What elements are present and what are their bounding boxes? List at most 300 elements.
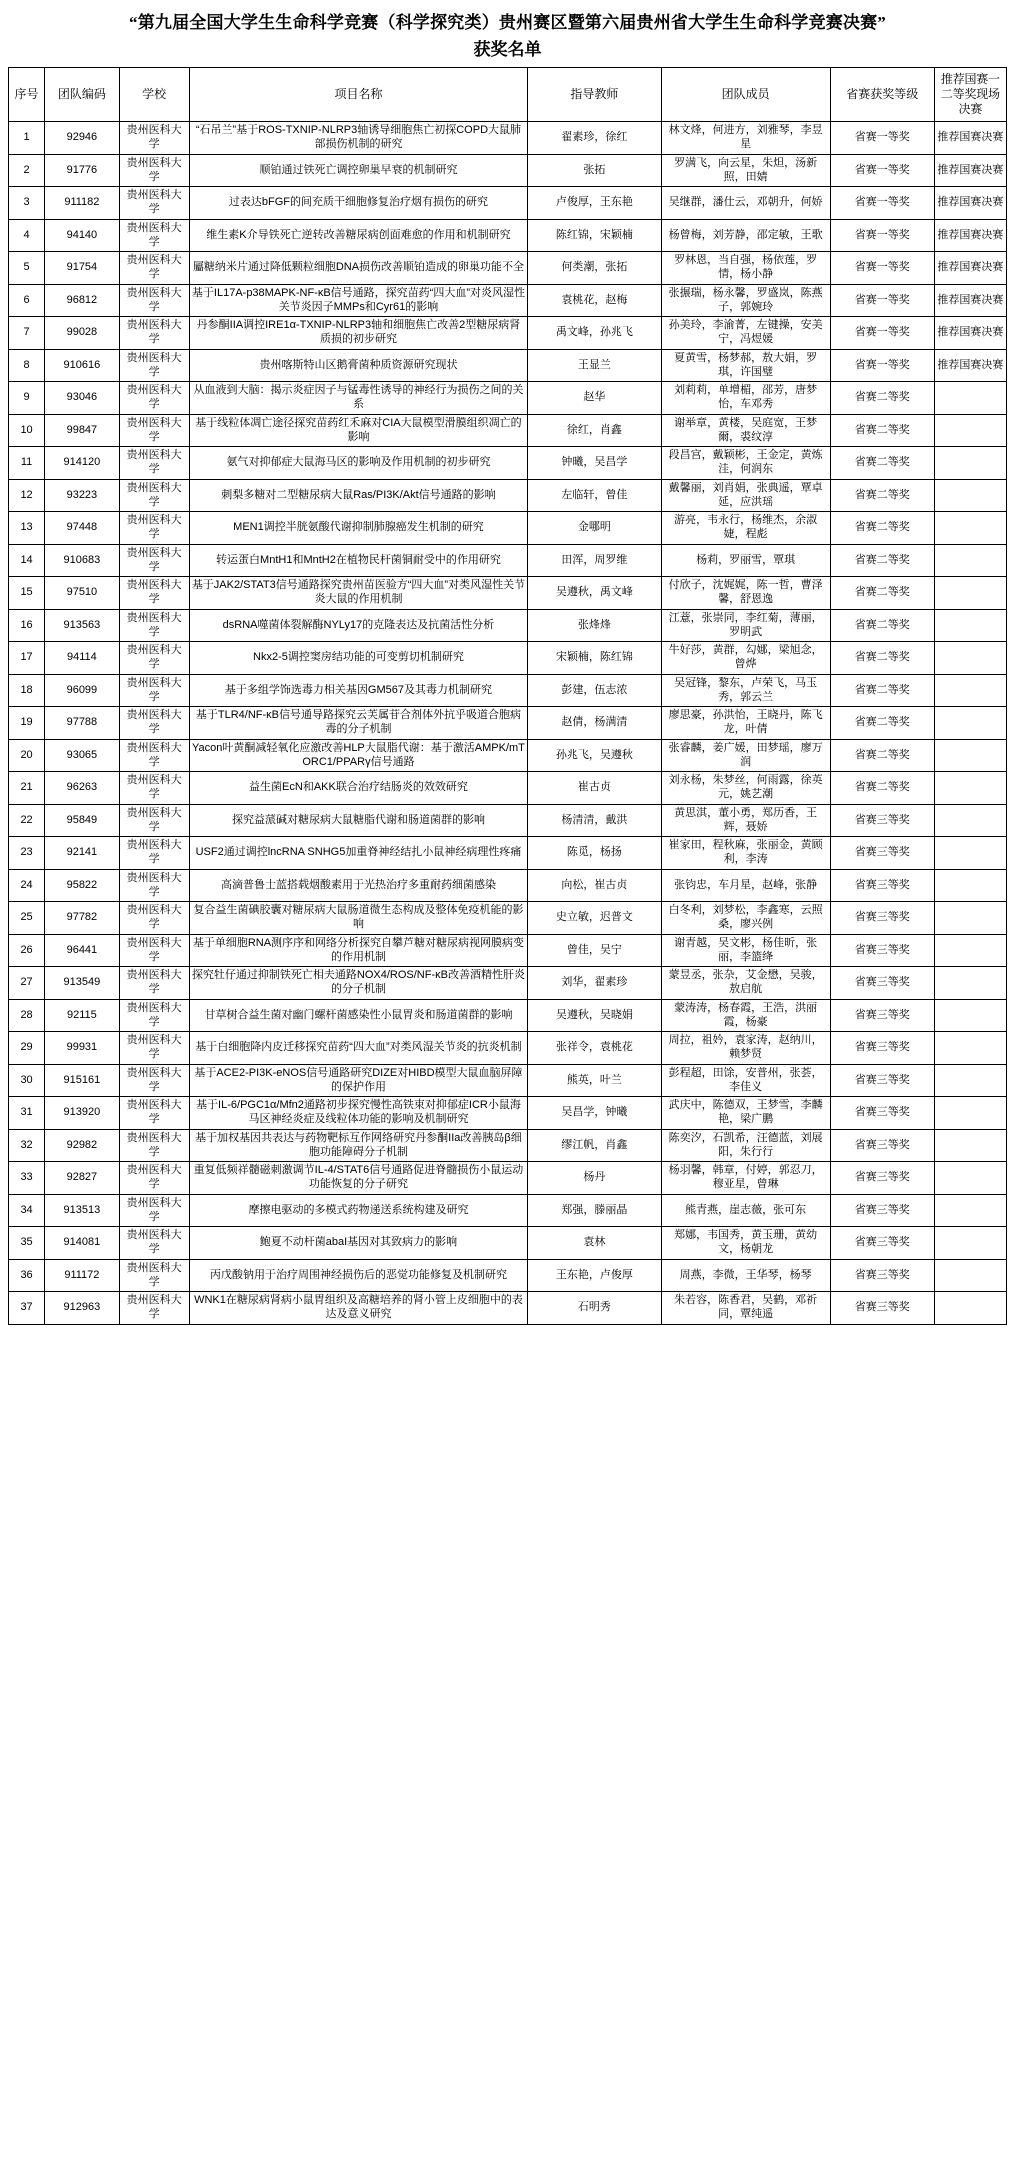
cell-team-code: 915161	[45, 1064, 120, 1097]
cell-award-level: 省赛三等奖	[830, 804, 934, 837]
cell-project: 顺铂通过铁死亡调控卵巢早衰的机制研究	[189, 154, 528, 187]
table-row	[9, 967, 1007, 1000]
cell-school: 贵州医科大学	[119, 252, 189, 285]
cell-members: 朱若容，陈香君，吴鹤，邓祈同，覃纯遥	[661, 1292, 830, 1325]
table-row	[9, 1097, 1007, 1130]
cell-index: 2	[9, 154, 45, 187]
table-row	[9, 1292, 1007, 1325]
cell-index: 11	[9, 447, 45, 480]
cell-members: 林文烽，何进方，刘雅琴，李昱星	[661, 122, 830, 155]
cell-school: 贵州医科大学	[119, 707, 189, 740]
cell-award-level: 省赛一等奖	[830, 122, 934, 155]
cell-members: 蒙涛涛，杨春霞，王浩，洪丽霞，杨豪	[661, 999, 830, 1032]
cell-recommendation	[934, 804, 1006, 837]
cell-school: 贵州医科大学	[119, 739, 189, 772]
table-row	[9, 902, 1007, 935]
cell-recommendation	[934, 1227, 1006, 1260]
cell-team-code: 92141	[45, 837, 120, 870]
cell-school: 贵州医科大学	[119, 1292, 189, 1325]
cell-project: 基于IL17A-p38MAPK-NF-κB信号通路，探究苗药“四大血”对炎风湿性关节炎因子MMPs和Cyr61的影响	[189, 284, 528, 317]
column-header-award-level: 省赛获奖等级	[830, 68, 934, 122]
cell-teacher: 孙兆飞，吴遵秋	[528, 739, 661, 772]
cell-recommendation	[934, 707, 1006, 740]
cell-project: 探究益蒎碱对糖尿病大鼠糖脂代谢和肠道菌群的影响	[189, 804, 528, 837]
cell-team-code: 910616	[45, 349, 120, 382]
cell-members: 孙美玲，李渝菁，左键操，安美宁，冯煜媛	[661, 317, 830, 350]
cell-members: 江薏，张崇同，李红菊，薄丽，罗明武	[661, 609, 830, 642]
cell-recommendation: 推荐国赛决赛	[934, 284, 1006, 317]
cell-school: 贵州医科大学	[119, 642, 189, 675]
table-row	[9, 739, 1007, 772]
cell-recommendation	[934, 512, 1006, 545]
table-row	[9, 707, 1007, 740]
table-row	[9, 382, 1007, 415]
cell-project: 从血液到大脑：揭示炎症因子与锰毒性诱导的神经行为损伤之间的关系	[189, 382, 528, 415]
cell-recommendation	[934, 544, 1006, 577]
cell-project: USF2通过调控lncRNA SNHG5加重脊神经结扎小鼠神经病理性疼痛	[189, 837, 528, 870]
cell-teacher: 何类潮，张拓	[528, 252, 661, 285]
cell-school: 贵州医科大学	[119, 1064, 189, 1097]
cell-teacher: 左临轩，曾佳	[528, 479, 661, 512]
table-row	[9, 642, 1007, 675]
cell-index: 20	[9, 739, 45, 772]
cell-project: 甘草树合益生菌对幽门螺杆菌感染性小鼠胃炎和肠道菌群的影响	[189, 999, 528, 1032]
table-row	[9, 804, 1007, 837]
cell-members: 牛好莎，黄群，勾娜，梁旭念，曾烨	[661, 642, 830, 675]
cell-recommendation	[934, 1292, 1006, 1325]
cell-index: 21	[9, 772, 45, 805]
column-header-members: 团队成员	[661, 68, 830, 122]
table-header-row	[9, 68, 1007, 122]
cell-school: 贵州医科大学	[119, 349, 189, 382]
table-row	[9, 414, 1007, 447]
cell-award-level: 省赛三等奖	[830, 1097, 934, 1130]
table-row	[9, 317, 1007, 350]
cell-members: 戴馨丽，刘肖娟，张典遥，覃卓延，应洪瑶	[661, 479, 830, 512]
column-header-recommendation: 推荐国赛一二等奖现场决赛	[934, 68, 1006, 122]
cell-project: 基于白细胞降内皮迁移探究苗药“四大血”对类风湿关节炎的抗炎机制	[189, 1032, 528, 1065]
cell-members: 谢举章，黄楼，吴庭宽，王梦爾，裘纹淳	[661, 414, 830, 447]
cell-recommendation	[934, 902, 1006, 935]
cell-award-level: 省赛二等奖	[830, 382, 934, 415]
cell-members: 吴继群，潘仕云，邓朝升，何娇	[661, 187, 830, 220]
cell-recommendation	[934, 1194, 1006, 1227]
cell-index: 36	[9, 1259, 45, 1292]
cell-index: 14	[9, 544, 45, 577]
cell-members: 杨莉，罗丽雪，覃琪	[661, 544, 830, 577]
cell-members: 罗林恩，当自强，杨依莲，罗情，杨小静	[661, 252, 830, 285]
cell-project: Nkx2-5调控窦房结功能的可变剪切机制研究	[189, 642, 528, 675]
cell-teacher: 向松，崔古贞	[528, 869, 661, 902]
cell-index: 9	[9, 382, 45, 415]
cell-school: 贵州医科大学	[119, 1032, 189, 1065]
column-header-teacher: 指导教师	[528, 68, 661, 122]
cell-school: 贵州医科大学	[119, 967, 189, 1000]
cell-recommendation	[934, 772, 1006, 805]
cell-index: 7	[9, 317, 45, 350]
cell-teacher: 杨清清，戴洪	[528, 804, 661, 837]
cell-members: 郑娜，韦国秀，黄玉珊，黄幼文，杨朝龙	[661, 1227, 830, 1260]
cell-teacher: 曾佳，吴宁	[528, 934, 661, 967]
cell-teacher: 缪江帆，肖鑫	[528, 1129, 661, 1162]
cell-project: “石吊兰”基于ROS-TXNIP-NLRP3轴诱导细胞焦亡初探COPD大鼠肺部损伤机制的研究	[189, 122, 528, 155]
cell-recommendation: 推荐国赛决赛	[934, 187, 1006, 220]
cell-recommendation	[934, 479, 1006, 512]
cell-index: 4	[9, 219, 45, 252]
cell-school: 贵州医科大学	[119, 577, 189, 610]
column-header-school: 学校	[119, 68, 189, 122]
cell-award-level: 省赛三等奖	[830, 1064, 934, 1097]
cell-recommendation	[934, 1259, 1006, 1292]
cell-award-level: 省赛二等奖	[830, 674, 934, 707]
cell-teacher: 张拓	[528, 154, 661, 187]
cell-school: 贵州医科大学	[119, 122, 189, 155]
cell-project: 贵州喀斯特山区鹅膏菌种质资源研究现状	[189, 349, 528, 382]
cell-members: 夏黄雪，杨梦郝，敖大娟，罗琪，许国璧	[661, 349, 830, 382]
cell-team-code: 913513	[45, 1194, 120, 1227]
cell-award-level: 省赛一等奖	[830, 219, 934, 252]
cell-teacher: 刘华，翟素珍	[528, 967, 661, 1000]
cell-teacher: 赵华	[528, 382, 661, 415]
table-row	[9, 284, 1007, 317]
cell-members: 杨羽馨，韩章，付婷，郭忍刀，穆亚星，曾琳	[661, 1162, 830, 1195]
table-row	[9, 1064, 1007, 1097]
cell-recommendation	[934, 1064, 1006, 1097]
cell-teacher: 张祥令，袁桃花	[528, 1032, 661, 1065]
cell-school: 贵州医科大学	[119, 512, 189, 545]
cell-project: 基于线粒体凋亡途径探究苗药红禾麻对CIA大鼠模型滑膜组织凋亡的影响	[189, 414, 528, 447]
table-row	[9, 252, 1007, 285]
cell-school: 贵州医科大学	[119, 544, 189, 577]
cell-team-code: 92115	[45, 999, 120, 1032]
cell-index: 27	[9, 967, 45, 1000]
table-row	[9, 999, 1007, 1032]
table-row	[9, 609, 1007, 642]
cell-members: 周拉，祖妗，袁家涛，赵纳川，赖梦贤	[661, 1032, 830, 1065]
cell-school: 贵州医科大学	[119, 219, 189, 252]
cell-project: 益生菌EcN和AKK联合治疗结肠炎的效效研究	[189, 772, 528, 805]
cell-school: 贵州医科大学	[119, 382, 189, 415]
award-table	[8, 67, 1007, 1325]
cell-school: 贵州医科大学	[119, 479, 189, 512]
cell-index: 17	[9, 642, 45, 675]
cell-index: 18	[9, 674, 45, 707]
cell-teacher: 吴遵秋，吴晓娟	[528, 999, 661, 1032]
cell-project: 基于多组学饰选毒力相关基因GM567及其毒力机制研究	[189, 674, 528, 707]
cell-members: 张钧忠，车月星，赵峰，张静	[661, 869, 830, 902]
cell-school: 贵州医科大学	[119, 414, 189, 447]
cell-index: 12	[9, 479, 45, 512]
cell-team-code: 914120	[45, 447, 120, 480]
cell-recommendation	[934, 739, 1006, 772]
cell-award-level: 省赛二等奖	[830, 739, 934, 772]
cell-teacher: 袁林	[528, 1227, 661, 1260]
cell-recommendation	[934, 577, 1006, 610]
cell-school: 贵州医科大学	[119, 317, 189, 350]
cell-project: 维生素K介导铁死亡逆转改善糖尿病创面难愈的作用和机制研究	[189, 219, 528, 252]
cell-award-level: 省赛二等奖	[830, 577, 934, 610]
cell-project: WNK1在糖尿病肾病小鼠胃组织及高糖培养的肾小管上皮细胞中的表达及意义研究	[189, 1292, 528, 1325]
cell-members: 白冬利，刘梦松，李鑫寒，云照桑，廖兴例	[661, 902, 830, 935]
cell-recommendation: 推荐国赛决赛	[934, 252, 1006, 285]
cell-team-code: 96812	[45, 284, 120, 317]
cell-index: 10	[9, 414, 45, 447]
cell-index: 22	[9, 804, 45, 837]
cell-members: 罗满飞，向云星，朱炟，汤新照，田婧	[661, 154, 830, 187]
cell-school: 贵州医科大学	[119, 1227, 189, 1260]
cell-teacher: 王显兰	[528, 349, 661, 382]
cell-teacher: 钟曦，吴昌学	[528, 447, 661, 480]
cell-teacher: 吴遵秋，禹文峰	[528, 577, 661, 610]
cell-teacher: 赵倩，杨满清	[528, 707, 661, 740]
cell-team-code: 97782	[45, 902, 120, 935]
cell-award-level: 省赛一等奖	[830, 252, 934, 285]
table-row	[9, 1162, 1007, 1195]
cell-award-level: 省赛三等奖	[830, 1194, 934, 1227]
cell-index: 15	[9, 577, 45, 610]
table-row	[9, 772, 1007, 805]
cell-recommendation	[934, 382, 1006, 415]
cell-recommendation	[934, 674, 1006, 707]
cell-project: 基于ACE2-PI3K-eNOS信号通路研究DIZE对HIBD模型大鼠血脑屏障的保护作用	[189, 1064, 528, 1097]
cell-team-code: 913549	[45, 967, 120, 1000]
cell-teacher: 崔古贞	[528, 772, 661, 805]
cell-school: 贵州医科大学	[119, 1194, 189, 1227]
cell-project: 重复低频祥髓磁刺激调节IL-4/STAT6信号通路促进脊髓损伤小鼠运动功能恢复的分子研究	[189, 1162, 528, 1195]
cell-index: 5	[9, 252, 45, 285]
cell-index: 32	[9, 1129, 45, 1162]
cell-project: MEN1调控半胱氨酸代谢抑制肺腺癌发生机制的研究	[189, 512, 528, 545]
cell-project: 刺梨多糖对二型糖尿病大鼠Ras/PI3K/Akt信号通路的影响	[189, 479, 528, 512]
cell-project: 基于JAK2/STAT3信号通路探究贵州苗医验方“四大血”对类风湿性关节炎大鼠的作用机制	[189, 577, 528, 610]
cell-recommendation: 推荐国赛决赛	[934, 122, 1006, 155]
cell-project: 鲍夏不动杆菌abaI基因对其致病力的影响	[189, 1227, 528, 1260]
cell-award-level: 省赛三等奖	[830, 934, 934, 967]
cell-award-level: 省赛三等奖	[830, 1259, 934, 1292]
cell-members: 周燕，李微，王华琴，杨琴	[661, 1259, 830, 1292]
cell-school: 贵州医科大学	[119, 804, 189, 837]
cell-team-code: 97510	[45, 577, 120, 610]
table-row	[9, 122, 1007, 155]
cell-members: 游亮，韦永行，杨维杰，余淑婕，程彪	[661, 512, 830, 545]
cell-award-level: 省赛二等奖	[830, 707, 934, 740]
cell-teacher: 翟素珍，徐红	[528, 122, 661, 155]
cell-school: 贵州医科大学	[119, 154, 189, 187]
cell-teacher: 卢俊厚，王东艳	[528, 187, 661, 220]
table-row	[9, 219, 1007, 252]
cell-recommendation	[934, 1162, 1006, 1195]
cell-project: 丙戊酸钠用于治疗周围神经损伤后的恶觉功能修复及机制研究	[189, 1259, 528, 1292]
cell-teacher: 徐红，肖鑫	[528, 414, 661, 447]
cell-recommendation: 推荐国赛决赛	[934, 349, 1006, 382]
cell-recommendation	[934, 967, 1006, 1000]
cell-members: 熊青燕，崖志薇，张可东	[661, 1194, 830, 1227]
cell-team-code: 93223	[45, 479, 120, 512]
cell-school: 贵州医科大学	[119, 187, 189, 220]
cell-team-code: 99847	[45, 414, 120, 447]
table-row	[9, 837, 1007, 870]
cell-teacher: 杨丹	[528, 1162, 661, 1195]
cell-members: 吴冠锋，黎东，卢荣飞，马玉秀，郭云兰	[661, 674, 830, 707]
cell-award-level: 省赛二等奖	[830, 512, 934, 545]
cell-recommendation	[934, 1097, 1006, 1130]
cell-index: 31	[9, 1097, 45, 1130]
cell-team-code: 97788	[45, 707, 120, 740]
cell-school: 贵州医科大学	[119, 674, 189, 707]
cell-award-level: 省赛一等奖	[830, 317, 934, 350]
table-row	[9, 512, 1007, 545]
cell-members: 付欣子，沈娓娓，陈一哲，曹泽馨，舒恩逸	[661, 577, 830, 610]
cell-teacher: 金哪明	[528, 512, 661, 545]
cell-team-code: 913920	[45, 1097, 120, 1130]
cell-teacher: 陈觅，杨扬	[528, 837, 661, 870]
cell-team-code: 913563	[45, 609, 120, 642]
table-row	[9, 577, 1007, 610]
cell-school: 贵州医科大学	[119, 609, 189, 642]
cell-members: 崔家田，程秋麻，张丽金，黄顾利，李涛	[661, 837, 830, 870]
column-header-index: 序号	[9, 68, 45, 122]
cell-index: 25	[9, 902, 45, 935]
table-row	[9, 1129, 1007, 1162]
cell-project: 屬糖纳米片通过降低颗粒细胞DNA损伤改善顺铂造成的卵巢功能不全	[189, 252, 528, 285]
cell-recommendation	[934, 1032, 1006, 1065]
cell-members: 段昌宫，戴颖彬，王金定，黄炼洼，何润东	[661, 447, 830, 480]
cell-team-code: 912963	[45, 1292, 120, 1325]
cell-award-level: 省赛一等奖	[830, 284, 934, 317]
cell-award-level: 省赛二等奖	[830, 544, 934, 577]
cell-school: 贵州医科大学	[119, 999, 189, 1032]
cell-teacher: 史立敏，迟普文	[528, 902, 661, 935]
cell-members: 蒙昱丞，张杂，艾金懋，吴骏，敖启航	[661, 967, 830, 1000]
cell-school: 贵州医科大学	[119, 1162, 189, 1195]
cell-index: 37	[9, 1292, 45, 1325]
table-row	[9, 544, 1007, 577]
table-row	[9, 1259, 1007, 1292]
cell-members: 刘永杨，朱梦丝，何雨露，徐英元，姚艺潮	[661, 772, 830, 805]
cell-members: 张搌瑞，杨永馨，罗盛岚，陈燕子，郭婉玲	[661, 284, 830, 317]
cell-members: 黄思淇，董小勇，郑历香，王辉，聂娇	[661, 804, 830, 837]
cell-index: 3	[9, 187, 45, 220]
cell-members: 张睿麟，姜广媛，田梦瑶，廖万润	[661, 739, 830, 772]
cell-project: 基于加权基因共表达与药物靶标互作网络研究丹参酮IIa改善胰岛β细胞功能障碍分子机制	[189, 1129, 528, 1162]
cell-award-level: 省赛二等奖	[830, 642, 934, 675]
cell-award-level: 省赛二等奖	[830, 479, 934, 512]
cell-recommendation	[934, 609, 1006, 642]
cell-project: 过表达bFGF的间充质干细胞修复治疗烟有损伤的研究	[189, 187, 528, 220]
cell-team-code: 911182	[45, 187, 120, 220]
cell-recommendation	[934, 642, 1006, 675]
cell-team-code: 94114	[45, 642, 120, 675]
cell-recommendation	[934, 414, 1006, 447]
cell-award-level: 省赛一等奖	[830, 154, 934, 187]
cell-award-level: 省赛三等奖	[830, 837, 934, 870]
cell-members: 廖思豪，孙洪怡，王晓丹，陈飞龙，叶倩	[661, 707, 830, 740]
cell-index: 13	[9, 512, 45, 545]
cell-project: 丹参酮IIA调控IRE1α-TXNIP-NLRP3轴和细胞焦亡改善2型糖尿病肾质损的初步研究	[189, 317, 528, 350]
cell-recommendation	[934, 999, 1006, 1032]
cell-teacher: 张烽烽	[528, 609, 661, 642]
cell-team-code: 914081	[45, 1227, 120, 1260]
cell-team-code: 96099	[45, 674, 120, 707]
cell-school: 贵州医科大学	[119, 284, 189, 317]
cell-team-code: 99931	[45, 1032, 120, 1065]
cell-members: 陈奕汐，石凯希，汪德蓝，刘展阳，朱行行	[661, 1129, 830, 1162]
cell-award-level: 省赛一等奖	[830, 187, 934, 220]
table-row	[9, 869, 1007, 902]
cell-award-level: 省赛二等奖	[830, 609, 934, 642]
cell-team-code: 93046	[45, 382, 120, 415]
cell-recommendation: 推荐国赛决赛	[934, 317, 1006, 350]
cell-recommendation	[934, 869, 1006, 902]
cell-teacher: 石明秀	[528, 1292, 661, 1325]
cell-recommendation	[934, 934, 1006, 967]
cell-teacher: 吴昌学，钟曦	[528, 1097, 661, 1130]
cell-project: Yacon叶黄酮减轻氧化应激改善HLP大鼠脂代谢：基于激活AMPK/mTORC1/PPARγ信号通路	[189, 739, 528, 772]
cell-project: 转运蛋白MntH1和MntH2在植物民杆菌铜耐受中的作用研究	[189, 544, 528, 577]
cell-teacher: 田浑，周罗维	[528, 544, 661, 577]
cell-project: 摩擦电驱动的多模式药物递送系统构建及研究	[189, 1194, 528, 1227]
cell-team-code: 96441	[45, 934, 120, 967]
cell-project: 基于TLR4/NF-κB信号通导路探究云芙属苷合剂体外抗乎吸道合胞病毒的分子机制	[189, 707, 528, 740]
cell-team-code: 92946	[45, 122, 120, 155]
cell-members: 武庆中，陈德双，王梦雪，李麟艳，梁广鹏	[661, 1097, 830, 1130]
cell-index: 1	[9, 122, 45, 155]
cell-project: 高滴普鲁士蓝搭载烟酸素用于光热治疗多重耐药细菌感染	[189, 869, 528, 902]
cell-award-level: 省赛三等奖	[830, 999, 934, 1032]
cell-award-level: 省赛三等奖	[830, 1032, 934, 1065]
cell-teacher: 陈红锦，宋颖楠	[528, 219, 661, 252]
cell-school: 贵州医科大学	[119, 902, 189, 935]
cell-school: 贵州医科大学	[119, 1097, 189, 1130]
table-row	[9, 934, 1007, 967]
column-header-project: 项目名称	[189, 68, 528, 122]
cell-team-code: 95849	[45, 804, 120, 837]
cell-index: 6	[9, 284, 45, 317]
cell-index: 30	[9, 1064, 45, 1097]
cell-teacher: 禹文峰，孙兆飞	[528, 317, 661, 350]
cell-school: 贵州医科大学	[119, 869, 189, 902]
cell-award-level: 省赛三等奖	[830, 869, 934, 902]
table-row	[9, 447, 1007, 480]
page-title: “第九届全国大学生生命科学竞赛（科学探究类）贵州赛区暨第六届贵州省大学生生命科学竞赛决赛”	[129, 13, 886, 32]
cell-members: 谢青越，吴文彬，杨佳昕，张丽，李篮绛	[661, 934, 830, 967]
cell-members: 杨曾梅，刘芳静，邵定敏，王歌	[661, 219, 830, 252]
cell-index: 28	[9, 999, 45, 1032]
cell-members: 刘莉莉，单增楣，邵芳，唐梦怡，车邓秀	[661, 382, 830, 415]
cell-teacher: 袁桃花，赵梅	[528, 284, 661, 317]
page-subtitle: 获奖名单	[473, 39, 542, 59]
cell-team-code: 99028	[45, 317, 120, 350]
cell-team-code: 91754	[45, 252, 120, 285]
cell-award-level: 省赛二等奖	[830, 772, 934, 805]
cell-project: 探究牡仔通过抑制铁死亡相夫通路NOX4/ROS/NF-κB改善酒精性肝炎的分子机制	[189, 967, 528, 1000]
cell-school: 贵州医科大学	[119, 837, 189, 870]
cell-index: 23	[9, 837, 45, 870]
cell-index: 16	[9, 609, 45, 642]
table-row	[9, 479, 1007, 512]
cell-team-code: 92982	[45, 1129, 120, 1162]
cell-teacher: 彭建，伍志浓	[528, 674, 661, 707]
cell-project: 基于IL-6/PGC1α/Mfn2通路初步探究慢性高铁束对抑郁症ICR小鼠海马区神经炎症及线粒体功能的影响及机制研究	[189, 1097, 528, 1130]
cell-project: 氨气对抑郁症大鼠海马区的影响及作用机制的初步研究	[189, 447, 528, 480]
cell-award-level: 省赛三等奖	[830, 1162, 934, 1195]
cell-recommendation	[934, 1129, 1006, 1162]
cell-index: 34	[9, 1194, 45, 1227]
table-row	[9, 1194, 1007, 1227]
cell-team-code: 93065	[45, 739, 120, 772]
table-row	[9, 1032, 1007, 1065]
cell-school: 贵州医科大学	[119, 1129, 189, 1162]
